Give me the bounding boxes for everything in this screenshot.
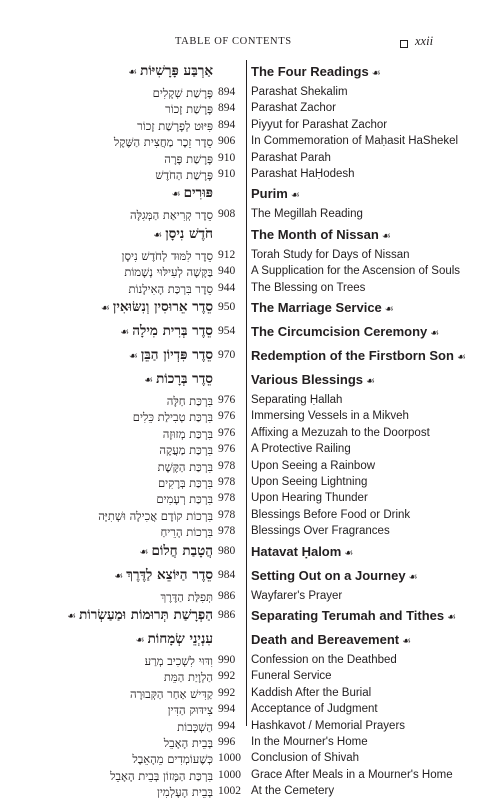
- entry-page-number: 894: [218, 118, 236, 131]
- section-title-hebrew-text: עִנְיְנֵי שְׂמָחוֹת: [147, 631, 213, 647]
- entry-title-hebrew: בִּרְכַּת חַלָּה: [166, 394, 213, 408]
- section-title-hebrew: [128, 63, 213, 79]
- section-title-hebrew: [120, 323, 213, 339]
- entry-page-number: 992: [218, 686, 236, 699]
- entry-title-english: Wayfarer's Prayer: [251, 589, 343, 602]
- section-title-english-text: The Month of Nissan: [251, 226, 379, 242]
- fleuron-icon: ☙: [171, 189, 181, 201]
- section-title-hebrew: [136, 631, 213, 647]
- entry-title-hebrew: בִּרְכַּת טְבִילַת כֵּלִים: [132, 410, 213, 425]
- entry-title-english: The Blessing on Trees: [251, 281, 366, 294]
- entry-page-number: 976: [218, 410, 236, 423]
- entry-title-hebrew: פָּרָשַׁת שְׁקָלִים: [152, 86, 213, 100]
- section-title-hebrew: [67, 607, 213, 623]
- section-title-english: [251, 186, 300, 201]
- section-title-english: [251, 348, 466, 363]
- fleuron-icon: ☙: [120, 327, 130, 338]
- section-title-hebrew: [101, 299, 213, 315]
- entry-title-english: Piyyut for Parashat Zachor: [251, 118, 388, 131]
- fleuron-icon: ☙: [381, 230, 391, 242]
- entry-page-number: 976: [218, 426, 236, 439]
- entry-title-hebrew: פִּיּוּט לְפָרָשַׁת זָכוֹר: [137, 118, 213, 133]
- entry-title-english: A Protective Railing: [251, 443, 351, 456]
- entry-title-english: Parashat Parah: [251, 151, 331, 164]
- section-title-hebrew: [114, 567, 213, 583]
- entry-page-number: 910: [218, 168, 236, 180]
- running-title: TABLE OF CONTENTS: [175, 36, 292, 47]
- entry-title-hebrew: בַּקָּשָׁה לְעִילּוּי נְשָׁמוֹת: [124, 265, 213, 280]
- entry-page-number: 976: [218, 443, 236, 456]
- entry-title-english: A Supplication for the Ascension of Souls: [251, 265, 461, 278]
- entry-title-english: At the Cemetery: [251, 785, 335, 798]
- entry-title-hebrew: בִּרְכַּת בְּרָקִים: [157, 476, 213, 490]
- entry-page-number: 994: [218, 719, 236, 732]
- entry-title-english: Funeral Service: [251, 670, 332, 683]
- entry-title-english: Blessings Before Food or Drink: [251, 508, 411, 521]
- fleuron-icon: ☙: [402, 636, 412, 647]
- fleuron-icon: ☙: [67, 611, 77, 622]
- section-title-english: [251, 608, 456, 623]
- entry-title-english: Parashat HaḤodesh: [251, 168, 355, 180]
- entry-page-number: 978: [218, 525, 236, 538]
- section-title-english-text: Various Blessings: [251, 372, 363, 387]
- entry-title-hebrew: בְּבֵית הָאָבֵל: [163, 736, 213, 750]
- entry-title-english: Hashkavot / Memorial Prayers: [251, 719, 406, 732]
- entry-title-hebrew: פָּרָשַׁת הַחֹדֶשׁ: [155, 168, 213, 182]
- entry-page-number: 978: [218, 459, 236, 472]
- fleuron-icon: ☙: [371, 68, 381, 79]
- entry-title-english: Parashat Zachor: [251, 102, 337, 115]
- fleuron-icon: ☙: [456, 352, 466, 363]
- entry-title-english: In the Mourner's Home: [251, 736, 368, 748]
- entry-title-hebrew: סֵדֶר לִמּוּד לְחֹדֶשׁ נִיסָן: [121, 248, 213, 263]
- section-page-number: 980: [218, 544, 236, 557]
- section-title-english-text: The Circumcision Ceremony: [251, 324, 428, 339]
- entry-title-english: Torah Study for Days of Nissan: [251, 248, 410, 261]
- entry-title-hebrew: סֵדֶר קְרִיאַת הַמְּגִלָּה: [130, 208, 213, 223]
- entry-title-hebrew: בִּרְכוֹת קוֹדֶם אֲכִילָה וּשְׁתִיָּה: [98, 508, 213, 523]
- section-title-english: [251, 300, 394, 315]
- entry-page-number: 894: [218, 86, 236, 98]
- fleuron-icon: ☙: [128, 351, 138, 362]
- fleuron-icon: ☙: [135, 635, 145, 646]
- fleuron-icon: ☙: [290, 190, 300, 202]
- entry-title-hebrew: פָּרָשַׁת זָכוֹר: [165, 102, 213, 117]
- entry-title-hebrew: קַדִּישׁ אַחַר הַקְּבוּרָה: [129, 686, 213, 701]
- section-page-number: 984: [218, 568, 236, 581]
- entry-page-number: 976: [218, 394, 236, 406]
- entry-page-number: 978: [218, 508, 236, 521]
- entry-page-number: 1000: [218, 768, 241, 781]
- fleuron-icon: ☙: [139, 546, 149, 558]
- entry-page-number: 894: [218, 102, 236, 115]
- entry-page-number: 994: [218, 703, 236, 716]
- entry-page-number: 978: [218, 476, 236, 488]
- entry-page-number: 908: [218, 208, 236, 221]
- entry-page-number: 944: [218, 281, 236, 294]
- entry-title-english: The Megillah Reading: [251, 208, 363, 221]
- entry-title-english: Grace After Meals in a Mourner's Home: [251, 768, 453, 781]
- entry-title-hebrew: כְּשֶׁעוֹמְדִים מֵהָאֵבֶל: [132, 752, 213, 767]
- section-title-english: [251, 372, 375, 387]
- column-divider: [246, 60, 247, 726]
- entry-page-number: 978: [218, 492, 236, 505]
- entry-title-english: Separating Ḥallah: [251, 394, 343, 406]
- section-title-hebrew-text: אַרְבַּע פָּרָשִׁיּוֹת: [140, 63, 213, 79]
- section-title-hebrew-text: סֵדֶר פִּדְיוֹן הַבֵּן: [140, 347, 213, 363]
- entry-title-hebrew: בִּרְכוֹת הָרֵיחַ: [160, 525, 213, 540]
- section-title-english: [251, 64, 381, 79]
- fleuron-icon: ☙: [430, 328, 440, 339]
- fleuron-icon: ☙: [114, 570, 124, 582]
- section-title-english: [251, 632, 411, 647]
- entry-title-english: Upon Seeing a Rainbow: [251, 459, 376, 472]
- entry-title-english: Conclusion of Shivah: [251, 752, 360, 765]
- fleuron-icon: ☙: [384, 304, 394, 315]
- section-title-hebrew-text: פּוּרִים: [183, 185, 213, 202]
- section-title-hebrew: [153, 226, 213, 242]
- entry-page-number: 910: [218, 151, 236, 164]
- entry-page-number: 1002: [218, 785, 241, 798]
- entry-title-hebrew: בִּרְכַּת הַקֶּשֶׁת: [157, 459, 213, 474]
- entry-page-number: 996: [218, 736, 236, 748]
- entry-title-hebrew: הַלְוָיַת הַמֵּת: [163, 670, 213, 685]
- entry-page-number: 940: [218, 265, 236, 278]
- entry-page-number: 986: [218, 589, 236, 602]
- section-title-hebrew-text: הַפְרָשַׁת תְּרוּמוֹת וּמַעַשְׂרוֹת: [79, 607, 213, 623]
- section-title-hebrew: [144, 371, 213, 387]
- page-number: xxii: [415, 34, 434, 48]
- section-title-english-text: Hatavat Ḥalom: [251, 543, 342, 559]
- entry-page-number: 912: [218, 248, 236, 261]
- page-header: [0, 34, 500, 54]
- fleuron-icon: ☙: [344, 547, 354, 559]
- entry-title-english: In Commemoration of Maḥasit HaShekel: [251, 135, 459, 148]
- square-ornament-icon: [400, 40, 408, 48]
- entry-title-english: Kaddish After the Burial: [251, 686, 372, 699]
- entry-page-number: 992: [218, 670, 236, 683]
- section-title-english-text: Separating Terumah and Tithes: [251, 608, 445, 623]
- entry-title-english: Upon Hearing Thunder: [251, 492, 368, 505]
- fleuron-icon: ☙: [100, 303, 110, 314]
- entry-title-hebrew: פָּרָשַׁת פָּרָה: [164, 151, 213, 166]
- entry-title-hebrew: בְּבֵית הָעָלְמִין: [156, 785, 213, 799]
- section-title-english-text: The Four Readings: [251, 64, 369, 79]
- entry-title-english: Parashat Shekalim: [251, 86, 348, 98]
- section-title-english-text: Purim: [251, 186, 288, 202]
- entry-title-hebrew: וִדּוּי לִשְׁכִיב מְרַע: [144, 654, 213, 668]
- section-title-english: [251, 324, 439, 339]
- section-page-number: 950: [218, 301, 236, 313]
- section-title-english: [251, 568, 418, 583]
- entry-page-number: 1000: [218, 752, 241, 765]
- fleuron-icon: ☙: [153, 229, 163, 241]
- entry-title-hebrew: הַשְׁכָּבוֹת: [177, 719, 213, 734]
- section-page-number: 986: [218, 609, 236, 621]
- section-title-hebrew: [139, 543, 213, 559]
- section-title-hebrew-text: חֹדֶשׁ נִיסָן: [165, 225, 213, 242]
- section-title-hebrew-text: סֵדֶר אֵרוּסִין וְנִשּׂוּאִין: [112, 299, 213, 315]
- entry-page-number: 990: [218, 654, 236, 666]
- fleuron-icon: ☙: [144, 375, 154, 386]
- fleuron-icon: ☙: [366, 376, 375, 387]
- entry-title-english: Affixing a Mezuzah to the Doorpost: [251, 426, 430, 439]
- entry-page-number: 906: [218, 135, 236, 148]
- entry-title-hebrew: סֵדֶר בִּרְכַּת הָאִילָנוֹת: [128, 281, 213, 296]
- entry-title-english: Acceptance of Judgment: [251, 703, 378, 716]
- section-title-english-text: Death and Bereavement: [251, 632, 400, 647]
- entry-title-english: Blessings Over Fragrances: [251, 525, 390, 538]
- entry-title-hebrew: צִידּוּק הַדִּין: [167, 703, 213, 718]
- fleuron-icon: ☙: [447, 612, 457, 623]
- section-page-number: 970: [218, 349, 236, 361]
- entry-title-english: Upon Seeing Lightning: [251, 476, 368, 488]
- section-title-english: [251, 227, 391, 242]
- section-title-hebrew-text: הֲטָבַת חֲלוֹם: [151, 542, 213, 559]
- section-title-english: [251, 544, 353, 559]
- entry-title-hebrew: בִּרְכַּת מְזוּזָה: [162, 426, 213, 441]
- section-title-hebrew-text: סֵדֶר בְּרָכוֹת: [156, 371, 213, 387]
- fleuron-icon: ☙: [408, 571, 418, 583]
- section-title-english-text: Redemption of the Firstborn Son: [251, 348, 454, 363]
- entry-title-hebrew: בִּרְכַּת מַעֲקֶה: [159, 443, 213, 458]
- section-title-english-text: Setting Out on a Journey: [251, 567, 406, 583]
- fleuron-icon: ☙: [128, 67, 138, 78]
- entry-title-hebrew: סֵדֶר זֵכֶר מַחֲצִית הַשֶּׁקֶל: [113, 135, 213, 150]
- section-title-hebrew-text: סֵדֶר הַיּוֹצֵא לַדֶּרֶךְ: [126, 566, 213, 583]
- entry-title-hebrew: תְּפִלַּת הַדֶּרֶךְ: [160, 589, 213, 604]
- section-title-english-text: The Marriage Service: [251, 300, 382, 315]
- section-title-hebrew-text: סֵדֶר בְּרִית מִילָה: [132, 323, 213, 339]
- entry-title-english: Confession on the Deathbed: [251, 654, 397, 666]
- entry-title-english: Immersing Vessels in a Mikveh: [251, 410, 409, 423]
- entry-title-hebrew: בִּרְכַּת הַמָּזוֹן בְּבֵית הָאָבֵל: [110, 768, 213, 783]
- entry-title-hebrew: בִּרְכַּת רְעָמִים: [156, 492, 213, 507]
- section-title-hebrew: [172, 185, 213, 201]
- section-page-number: 954: [218, 325, 236, 337]
- section-title-hebrew: [129, 347, 213, 363]
